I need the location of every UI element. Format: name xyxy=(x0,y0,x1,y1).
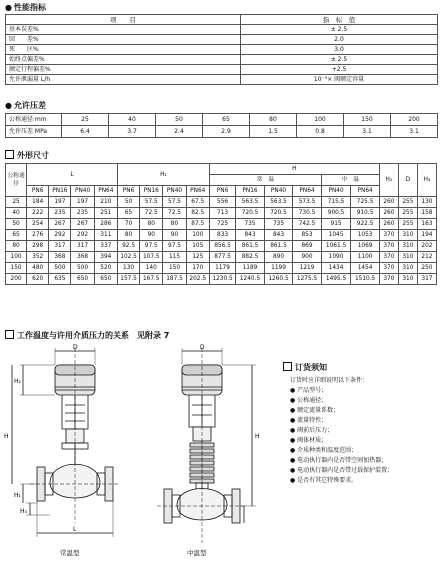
table-cell: 1510.5 xyxy=(351,274,380,285)
order-notice-intro: 订货时应详细说明以下条件： xyxy=(290,377,369,384)
table-cell: 276 xyxy=(27,230,49,241)
cell: 3.1 xyxy=(391,126,438,138)
dim-label-D: D xyxy=(73,344,78,351)
table-cell: 170 xyxy=(186,263,209,274)
row-label-diameter: 100 xyxy=(6,252,27,263)
header-pn: PN16 xyxy=(49,186,71,197)
table-cell: 735 xyxy=(236,219,265,230)
perf-item-label: 允许泄漏量 L/h xyxy=(6,75,241,85)
list-item: ● 介质种类和温度范围； xyxy=(290,447,358,454)
cell: 200 xyxy=(391,114,438,126)
table-cell: 97.5 xyxy=(163,241,186,252)
table-cell: 620 xyxy=(27,274,49,285)
row-label-allowable-pressure: 允许压差 MPa xyxy=(6,126,62,138)
table-cell: 370 xyxy=(379,230,398,241)
table-cell: 725.5 xyxy=(351,197,380,208)
table-cell: 255 xyxy=(398,197,417,208)
header-pn: PN64 xyxy=(94,186,117,197)
table-cell: 100 xyxy=(186,230,209,241)
table-row xyxy=(6,15,438,25)
table-cell: 742.5 xyxy=(293,219,322,230)
table-cell: 882.5 xyxy=(236,252,265,263)
header-normal-temp: 常 温 xyxy=(209,175,321,186)
table-cell: 922.5 xyxy=(351,219,380,230)
section-title-dimensions: 外形尺寸 xyxy=(5,150,49,161)
dimensions-table xyxy=(5,163,437,285)
header-H: H xyxy=(209,164,379,175)
table-cell: 105 xyxy=(186,241,209,252)
header-pn: PN6 xyxy=(209,186,235,197)
cell: 2.4 xyxy=(156,126,203,138)
table-cell: 298 xyxy=(27,241,49,252)
list-item: ● 额定流量系数； xyxy=(290,407,340,414)
table-row xyxy=(6,219,437,230)
table-cell: 861.5 xyxy=(236,241,265,252)
list-item: ● 流量特性； xyxy=(290,417,328,424)
valve-drawings xyxy=(0,343,270,565)
mid-temp-valve-drawing xyxy=(157,348,256,543)
header-pn: PN64 xyxy=(351,186,380,197)
cell: 150 xyxy=(344,114,391,126)
table-cell: 254 xyxy=(27,219,49,230)
performance-table xyxy=(5,14,438,85)
table-cell: 80 xyxy=(163,219,186,230)
table-cell: 194 xyxy=(417,230,436,241)
section-title-relation: 工作温度与许用介质压力的关系 见附录 7 xyxy=(5,330,169,341)
table-row xyxy=(6,274,437,285)
table-cell: 500 xyxy=(71,263,94,274)
table-cell: 915 xyxy=(321,219,351,230)
section-title-allowable-pressure: ● 允许压差 xyxy=(5,101,46,110)
allowable-pressure-table xyxy=(5,113,438,138)
table-row xyxy=(6,252,437,263)
table-cell: 1199 xyxy=(264,263,293,274)
table-cell: 725 xyxy=(209,219,235,230)
table-cell: 1045 xyxy=(321,230,351,241)
row-label-diameter: 65 xyxy=(6,230,27,241)
perf-item-value: 2.0 xyxy=(241,35,438,45)
table-cell: 1069 xyxy=(351,241,380,252)
table-header-row xyxy=(6,186,437,197)
cell: 80 xyxy=(250,114,297,126)
table-row xyxy=(6,75,438,85)
table-cell: 150 xyxy=(163,263,186,274)
table-cell: 720.5 xyxy=(236,208,265,219)
table-cell: 90 xyxy=(163,230,186,241)
table-cell: 212 xyxy=(417,252,436,263)
table-cell: 311 xyxy=(94,230,117,241)
row-label-diameter: 50 xyxy=(6,219,27,230)
table-cell: 140 xyxy=(140,263,163,274)
table-cell: 251 xyxy=(94,208,117,219)
table-row xyxy=(6,25,438,35)
header-pn: PN40 xyxy=(163,186,186,197)
order-notice-list xyxy=(290,376,393,486)
header-nominal-diameter: 公称通径 xyxy=(6,164,27,197)
table-cell: 163 xyxy=(417,219,436,230)
header-mid-temp: 中 温 xyxy=(321,175,379,186)
table-cell: 1275.5 xyxy=(293,274,322,285)
perf-item-label: 回 差% xyxy=(6,35,241,45)
header-pn: PN64 xyxy=(186,186,209,197)
table-cell: 650 xyxy=(71,274,94,285)
table-cell: 1189 xyxy=(236,263,265,274)
table-cell: 80 xyxy=(140,219,163,230)
table-cell: 352 xyxy=(27,252,49,263)
table-cell: 65 xyxy=(117,208,139,219)
table-cell: 1434 xyxy=(321,263,351,274)
table-cell: 520 xyxy=(94,263,117,274)
table-cell: 235 xyxy=(71,208,94,219)
table-cell: 1495.5 xyxy=(321,274,351,285)
table-cell: 87.5 xyxy=(186,219,209,230)
checkbox-square-icon xyxy=(5,150,14,159)
cell: 50 xyxy=(156,114,203,126)
cell: 100 xyxy=(297,114,344,126)
header-D: D xyxy=(398,164,417,197)
table-cell: 90 xyxy=(140,230,163,241)
header-value: 指 标 值 xyxy=(241,15,438,25)
header-item: 项 目 xyxy=(6,15,241,25)
table-cell: 500 xyxy=(49,263,71,274)
table-cell: 370 xyxy=(379,274,398,285)
caption-mid-temp: 中温型 xyxy=(187,549,207,557)
table-cell: 368 xyxy=(71,252,94,263)
list-item: ● 电动执行器内是否带过载保护装置； xyxy=(290,467,394,474)
table-cell: 317 xyxy=(49,241,71,252)
table-cell: 370 xyxy=(379,263,398,274)
header-pn: PN40 xyxy=(71,186,94,197)
dim-label-H1: H₁ xyxy=(14,492,21,499)
table-cell: 57.5 xyxy=(140,197,163,208)
header-H3: H₃ xyxy=(417,164,436,197)
table-cell: 92.5 xyxy=(117,241,139,252)
table-cell: 50 xyxy=(117,197,139,208)
cell: 65 xyxy=(203,114,250,126)
table-cell: 869 xyxy=(293,241,322,252)
perf-item-label: 基本误差% xyxy=(6,25,241,35)
cell: 3.7 xyxy=(109,126,156,138)
table-cell: 267 xyxy=(71,219,94,230)
header-L: L xyxy=(27,164,118,186)
row-label-diameter: 80 xyxy=(6,241,27,252)
table-cell: 184 xyxy=(27,197,49,208)
row-label-diameter: 150 xyxy=(6,263,27,274)
table-cell: 317 xyxy=(417,274,436,285)
table-cell: 202.5 xyxy=(186,274,209,285)
perf-item-value: 10⁻³× 阀额定容量 xyxy=(241,75,438,85)
table-cell: 563.5 xyxy=(264,197,293,208)
table-row xyxy=(6,197,437,208)
header-pn: PN6 xyxy=(27,186,49,197)
list-item: ● 阀体材质； xyxy=(290,437,328,444)
bullet-icon: ● xyxy=(5,101,12,110)
table-cell: 900.5 xyxy=(321,208,351,219)
table-row xyxy=(6,55,438,65)
table-cell: 1230.5 xyxy=(209,274,235,285)
header-pn: PN40 xyxy=(321,186,351,197)
table-cell: 394 xyxy=(94,252,117,263)
table-cell: 267 xyxy=(49,219,71,230)
dim-label-H: H xyxy=(4,433,9,440)
section-title-performance: ● 性能指标 xyxy=(5,3,46,12)
header-pn: PN16 xyxy=(140,186,163,197)
perf-item-value: +2.5 xyxy=(241,65,438,75)
table-cell: 368 xyxy=(49,252,71,263)
table-cell: 286 xyxy=(94,219,117,230)
perf-item-value: ± 2.5 xyxy=(241,55,438,65)
table-cell: 107.5 xyxy=(140,252,163,263)
table-cell: 235 xyxy=(49,208,71,219)
table-cell: 900 xyxy=(293,252,322,263)
section-title-order-notice: 订货须知 xyxy=(283,362,327,373)
table-cell: 72.5 xyxy=(140,208,163,219)
table-cell: 480 xyxy=(27,263,49,274)
table-cell: 856.5 xyxy=(209,241,235,252)
table-cell: 197 xyxy=(71,197,94,208)
table-cell: 730.5 xyxy=(293,208,322,219)
table-cell: 260 xyxy=(379,219,398,230)
table-cell: 861.5 xyxy=(264,241,293,252)
table-cell: 130 xyxy=(117,263,139,274)
table-cell: 102.5 xyxy=(117,252,139,263)
table-cell: 292 xyxy=(71,230,94,241)
table-cell: 255 xyxy=(398,219,417,230)
dim-label-L: L xyxy=(73,526,77,533)
table-row xyxy=(6,208,437,219)
list-item: ● 阀前后压力； xyxy=(290,427,334,434)
table-cell: 910.5 xyxy=(351,208,380,219)
perf-item-label: 额定行程偏差% xyxy=(6,65,241,75)
table-row xyxy=(6,45,438,55)
table-cell: 1100 xyxy=(351,252,380,263)
cell: 25 xyxy=(62,114,109,126)
cell: 6.4 xyxy=(62,126,109,138)
table-cell: 167.5 xyxy=(140,274,163,285)
perf-item-value: ± 2.5 xyxy=(241,25,438,35)
list-item: ● 公称通径； xyxy=(290,397,328,404)
table-cell: 130 xyxy=(417,197,436,208)
table-cell: 843 xyxy=(264,230,293,241)
table-cell: 563.5 xyxy=(236,197,265,208)
caption-normal-temp: 常温型 xyxy=(60,549,80,557)
table-cell: 735 xyxy=(264,219,293,230)
cell: 2.9 xyxy=(203,126,250,138)
table-cell: 202 xyxy=(417,241,436,252)
list-item: ● 是否有其它特殊要求。 xyxy=(290,477,358,484)
table-cell: 197 xyxy=(49,197,71,208)
table-cell: 337 xyxy=(94,241,117,252)
row-label-nominal-diameter: 公称通径 mm xyxy=(6,114,62,126)
dim-label-H: H xyxy=(255,433,260,440)
table-cell: 853 xyxy=(293,230,322,241)
table-cell: 573.5 xyxy=(293,197,322,208)
bullet-icon: ● xyxy=(5,3,12,12)
table-cell: 317 xyxy=(71,241,94,252)
row-label-diameter: 200 xyxy=(6,274,27,285)
table-cell: 310 xyxy=(398,252,417,263)
table-cell: 1240.5 xyxy=(236,274,265,285)
row-label-diameter: 25 xyxy=(6,197,27,208)
cell: 40 xyxy=(109,114,156,126)
list-item: ● 电动执行器内是否带空间加热器； xyxy=(290,457,388,464)
table-cell: 713 xyxy=(209,208,235,219)
header-pn: PN16 xyxy=(236,186,265,197)
list-item: ● 产品型号； xyxy=(290,387,328,394)
table-cell: 1260.5 xyxy=(264,274,293,285)
table-cell: 720.5 xyxy=(264,208,293,219)
table-cell: 260 xyxy=(379,197,398,208)
table-cell: 1179 xyxy=(209,263,235,274)
table-cell: 210 xyxy=(94,197,117,208)
cell: 0.8 xyxy=(297,126,344,138)
table-cell: 115 xyxy=(163,252,186,263)
normal-temp-valve-drawing xyxy=(12,348,120,537)
table-cell: 715.5 xyxy=(321,197,351,208)
table-cell: 82.5 xyxy=(186,208,209,219)
header-pn: PN40 xyxy=(264,186,293,197)
table-cell: 57.5 xyxy=(163,197,186,208)
table-cell: 125 xyxy=(186,252,209,263)
table-cell: 556 xyxy=(209,197,235,208)
table-cell: 833 xyxy=(209,230,235,241)
header-pn: PN64 xyxy=(293,186,322,197)
header-pn: PN6 xyxy=(117,186,139,197)
table-cell: 370 xyxy=(379,252,398,263)
table-cell: 877.5 xyxy=(209,252,235,263)
table-cell: 635 xyxy=(49,274,71,285)
row-label-diameter: 40 xyxy=(6,208,27,219)
table-row xyxy=(6,241,437,252)
header-H1: H₁ xyxy=(117,164,209,186)
table-cell: 222 xyxy=(27,208,49,219)
header-H2: H₂ xyxy=(379,164,398,197)
table-row xyxy=(6,230,437,241)
table-cell: 255 xyxy=(398,208,417,219)
table-cell: 80 xyxy=(117,230,139,241)
table-cell: 890 xyxy=(264,252,293,263)
table-cell: 1090 xyxy=(321,252,351,263)
table-cell: 70 xyxy=(117,219,139,230)
table-cell: 310 xyxy=(398,274,417,285)
table-cell: 1053 xyxy=(351,230,380,241)
table-cell: 310 xyxy=(398,230,417,241)
checkbox-square-icon xyxy=(5,330,14,339)
table-cell: 1061.5 xyxy=(321,241,351,252)
table-cell: 250 xyxy=(417,263,436,274)
cell: 1.5 xyxy=(250,126,297,138)
table-row xyxy=(6,114,438,126)
table-cell: 843 xyxy=(236,230,265,241)
dim-label-D: D xyxy=(200,344,205,351)
table-cell: 260 xyxy=(379,208,398,219)
table-cell: 187.5 xyxy=(163,274,186,285)
table-cell: 67.5 xyxy=(186,197,209,208)
table-header-row xyxy=(6,164,437,175)
table-row xyxy=(6,65,438,75)
table-cell: 650 xyxy=(94,274,117,285)
dimensions-body xyxy=(6,197,437,285)
checkbox-square-icon xyxy=(283,362,292,371)
table-cell: 1219 xyxy=(293,263,322,274)
table-cell: 1454 xyxy=(351,263,380,274)
table-cell: 292 xyxy=(49,230,71,241)
perf-item-label: 死 区% xyxy=(6,45,241,55)
table-cell: 97.5 xyxy=(140,241,163,252)
table-cell: 370 xyxy=(379,241,398,252)
dim-label-H2: H₂ xyxy=(14,378,21,385)
table-cell: 310 xyxy=(398,241,417,252)
table-row xyxy=(6,35,438,45)
table-cell: 72.5 xyxy=(163,208,186,219)
table-cell: 310 xyxy=(398,263,417,274)
table-cell: 157.5 xyxy=(117,274,139,285)
perf-item-value: 3.0 xyxy=(241,45,438,55)
table-row xyxy=(6,263,437,274)
table-row xyxy=(6,126,438,138)
dim-label-H3: H₃ xyxy=(20,508,27,515)
table-cell: 158 xyxy=(417,208,436,219)
perf-item-label: 始终点偏差% xyxy=(6,55,241,65)
cell: 3.1 xyxy=(344,126,391,138)
